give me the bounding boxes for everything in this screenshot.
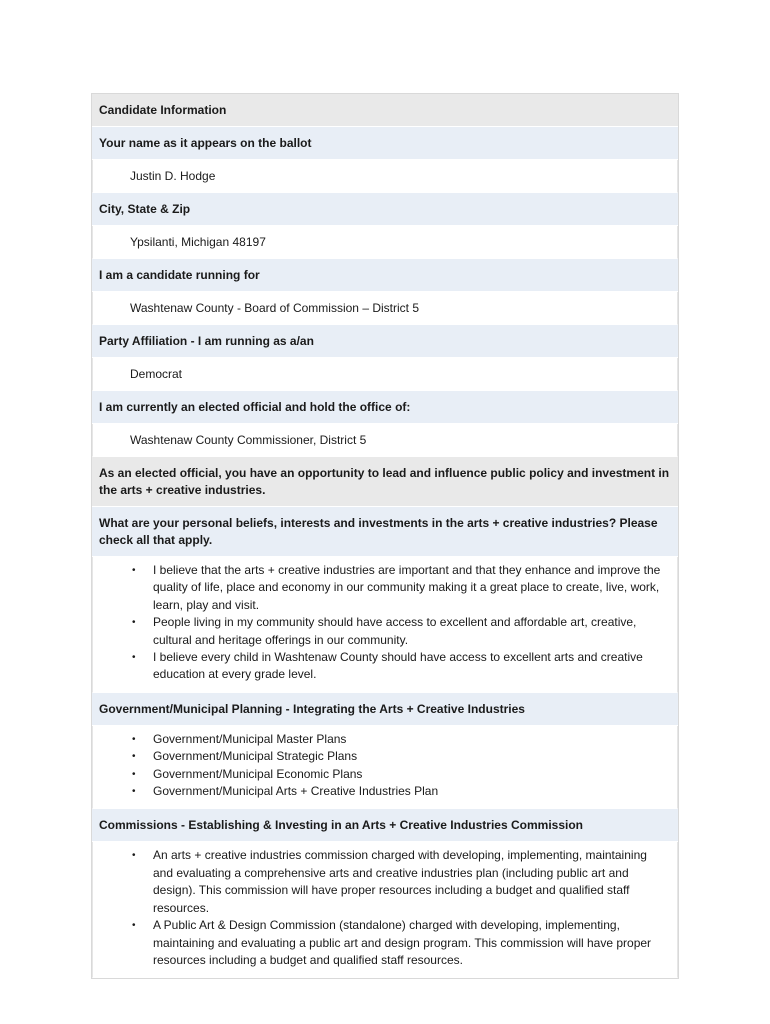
beliefs-list <box>100 562 667 684</box>
bullet-icon: • <box>132 786 136 798</box>
candidate-information-header: Candidate Information <box>92 94 678 127</box>
bullet-icon: • <box>132 733 136 745</box>
list-item: • People living in my community should have access to excellent and affordable art, creative, cultural and heritage offerings in our community. <box>132 615 637 647</box>
list-item: • Government/Municipal Arts + Creative Industries Plan <box>153 783 667 800</box>
city-answer: Ypsilanti, Michigan 48197 <box>92 226 678 259</box>
bullet-icon: • <box>132 920 136 932</box>
party-affiliation-answer: Democrat <box>92 358 678 391</box>
bullet-icon: • <box>132 617 136 629</box>
bullet-icon: • <box>132 565 136 576</box>
planning-list-cell <box>92 726 678 810</box>
planning-list <box>100 731 667 801</box>
name-answer: Justin D. Hodge <box>92 160 678 193</box>
list-item: • I believe that the arts + creative industries are important and that they enhance and improve the quality of life, place and economy in our community making it a great place to create, live, work, learn, play and visit. <box>132 563 661 612</box>
commissions-question: Commissions - Establishing & Investing in an Arts + Creative Industries Commission <box>92 809 678 842</box>
bullet-icon: • <box>132 751 136 763</box>
running-for-question: I am a candidate running for <box>92 259 678 292</box>
current-office-question: I am currently an elected official and hold the office of: <box>92 391 678 424</box>
name-question: Your name as it appears on the ballot <box>92 127 678 160</box>
bullet-icon: • <box>132 768 136 780</box>
commissions-list-cell <box>92 842 678 978</box>
current-office-answer: Washtenaw County Commissioner, District 5 <box>92 424 678 457</box>
list-item: • I believe every child in Washtenaw County should have access to excellent arts and creative education at every grade level. <box>132 650 643 682</box>
list-item: • An arts + creative industries commission charged with developing, implementing, maintaining and evaluating a comprehensive arts and creative industries plan (including public art and design). This commission will have proper resources including a budget and qualified staff resources. <box>132 848 647 915</box>
candidate-questionnaire-table <box>91 93 679 979</box>
party-affiliation-question: Party Affiliation - I am running as a/an <box>92 325 678 358</box>
list-item: • A Public Art & Design Commission (standalone) charged with developing, implementing, maintaining and evaluating a public art and design program. This commission will have proper resources including a budget and qualified staff resources. <box>132 918 652 967</box>
planning-question: Government/Municipal Planning - Integrating the Arts + Creative Industries <box>92 693 678 726</box>
running-for-answer: Washtenaw County - Board of Commission – District 5 <box>92 292 678 325</box>
elected-official-header: As an elected official, you have an opportunity to lead and influence public policy and investment in the arts + creative industries. <box>92 457 678 507</box>
list-item: • Government/Municipal Strategic Plans <box>153 748 667 765</box>
beliefs-list-cell <box>92 557 678 693</box>
bullet-icon: • <box>132 652 136 664</box>
commissions-list <box>100 847 667 969</box>
beliefs-question: What are your personal beliefs, interests and investments in the arts + creative industries? Please check all that apply. <box>92 507 678 557</box>
bullet-icon: • <box>132 850 136 862</box>
city-question: City, State & Zip <box>92 193 678 226</box>
list-item: • Government/Municipal Economic Plans <box>153 766 667 783</box>
list-item: • Government/Municipal Master Plans <box>153 731 667 748</box>
